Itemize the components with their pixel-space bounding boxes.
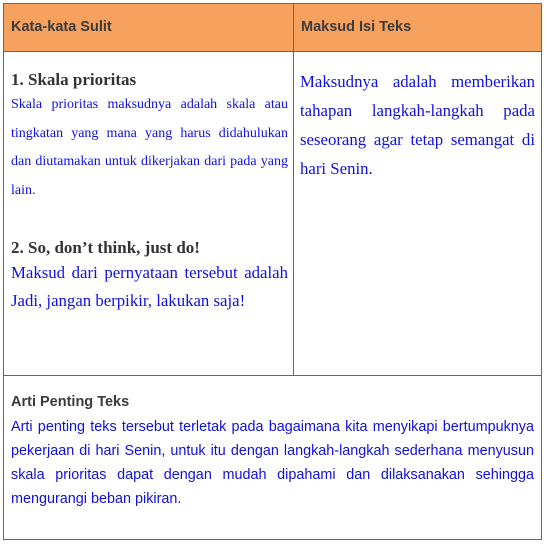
item2-title: 2. So, don’t think, just do! [11,238,200,257]
text-importance-body: Arti penting teks tersebut terletak pada bagaimana kita menyikapi bertumpuknya pekerjaan di hari Senin, untuk itu dengan langkah-langkah sederhana menyusun skala prioritas dapat dengan mudah dipahami dan dilaksanakan sehingga mengurangi beban pikiran. [11,419,534,507]
text-importance-cell [4,376,541,511]
table-header-row [4,4,541,52]
text-meaning-cell [294,52,541,183]
header-text-meaning: Maksud Isi Teks [301,19,412,35]
vocabulary-table [3,3,542,540]
item1-explanation: Skala prioritas maksudnya adalah skala atau tingkatan yang mana yang harus didahulukan dan diutamakan untuk dikerjakan dari pada yang lain. [11,97,288,198]
difficult-words-cell [4,52,293,314]
header-difficult-words: Kata-kata Sulit [11,19,112,35]
text-importance-title: Arti Penting Teks [11,394,130,410]
item1-title: 1. Skala prioritas [11,70,137,89]
text-meaning: Maksudnya adalah memberikan tahapan langkah-langkah pada seseorang agar tetap semangat di hari Senin. [300,72,535,178]
item2-explanation: Maksud dari pernyataan tersebut adalah Jadi, jangan berpikir, lakukan saja! [11,263,288,310]
